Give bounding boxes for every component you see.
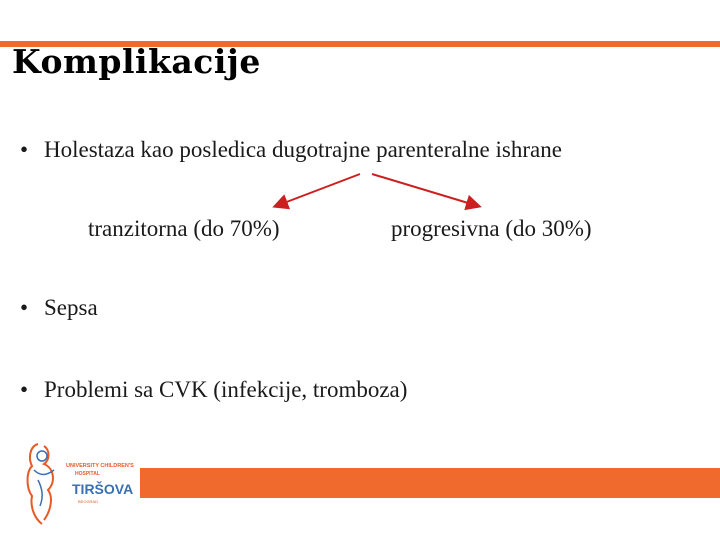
hospital-logo [20, 436, 140, 528]
bullet-text: Holestaza kao posledica dugotrajne parenteralne ishrane [44, 137, 562, 162]
bullet-item-2 [20, 295, 98, 321]
bullet-text: Sepsa [44, 295, 98, 320]
bottom-accent-bar [140, 468, 720, 498]
bullet-item-3 [20, 377, 407, 403]
bullet-dot: • [20, 137, 29, 162]
branch-right-label: progresivna (do 30%) [391, 216, 592, 241]
logo-line-3: TIRŠOVA [72, 481, 134, 497]
branch-left-label: tranzitorna (do 70%) [88, 216, 280, 241]
logo-line-2: HOSPITAL [75, 471, 100, 477]
logo-line-4: BEOGRAD [78, 499, 99, 504]
arrow-left [276, 174, 360, 206]
arrow-right [372, 174, 478, 206]
bullet-dot: • [20, 377, 29, 402]
logo-line-1: UNIVERSITY CHILDREN'S [66, 463, 134, 469]
logo-figure-icon [20, 436, 70, 528]
bullet-dot: • [20, 295, 29, 320]
bullet-text: Problemi sa CVK (infekcije, tromboza) [44, 377, 408, 402]
slide-title: Komplikacije [12, 42, 261, 81]
